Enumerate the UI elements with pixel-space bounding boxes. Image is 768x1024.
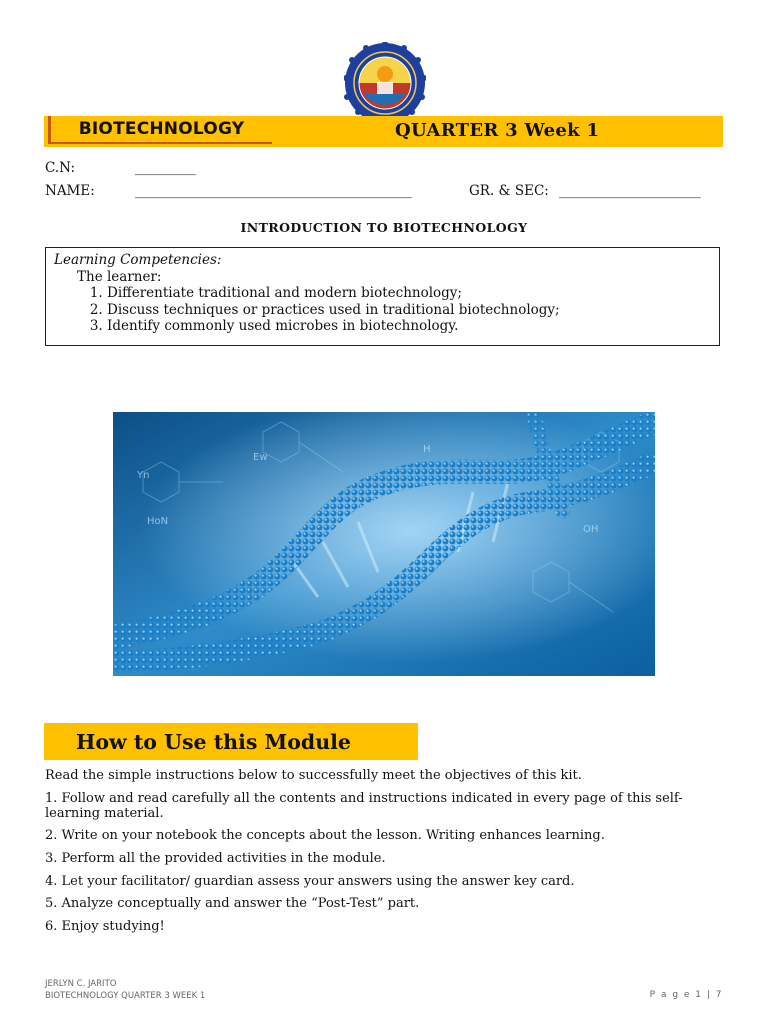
learning-competencies-box bbox=[45, 247, 720, 346]
molecule-label: Yn bbox=[137, 470, 150, 481]
subject-title: BIOTECHNOLOGY bbox=[48, 116, 272, 144]
page-number: P a g e 1 | 7 bbox=[649, 990, 723, 1000]
module-step: 5. Analyze conceptually and answer the “Post-Test” part. bbox=[45, 896, 420, 911]
molecule-label: OH bbox=[583, 524, 599, 535]
module-step: 2. Write on your notebook the concepts about the lesson. Writing enhances learning. bbox=[45, 828, 605, 843]
competencies-intro: The learner: bbox=[77, 268, 162, 285]
footer-info bbox=[45, 978, 205, 1002]
module-step: 4. Let your facilitator/ guardian assess your answers using the answer key card. bbox=[45, 874, 575, 889]
module-step: 6. Enjoy studying! bbox=[45, 919, 165, 934]
grsec-label: GR. & SEC: bbox=[469, 183, 549, 199]
molecule-label: Ew bbox=[253, 452, 268, 463]
lesson-title: INTRODUCTION TO BIOTECHNOLOGY bbox=[240, 220, 528, 235]
quarter-week-label: QUARTER 3 Week 1 bbox=[395, 120, 600, 141]
name-label: NAME: bbox=[45, 183, 95, 199]
cn-label: C.N: bbox=[45, 160, 76, 176]
school-seal-logo bbox=[344, 42, 426, 124]
cn-row bbox=[45, 160, 725, 178]
how-to-use-heading: How to Use this Module bbox=[76, 729, 351, 754]
cn-blank[interactable]: _________ bbox=[135, 160, 196, 176]
name-blank[interactable]: _________________________________________ bbox=[135, 183, 412, 199]
name-row bbox=[45, 183, 725, 201]
competency-item: 3. Identify commonly used microbes in biotechnology. bbox=[107, 318, 711, 335]
molecule-label: HoN bbox=[147, 516, 169, 527]
footer-course: BIOTECHNOLOGY QUARTER 3 WEEK 1 bbox=[45, 991, 206, 1001]
competency-item: 2. Discuss techniques or practices used in traditional biotechnology; bbox=[107, 302, 711, 319]
competency-item: 1. Differentiate traditional and modern biotechnology; bbox=[107, 285, 711, 302]
dna-helix-image bbox=[113, 412, 655, 676]
how-to-use-banner bbox=[44, 723, 418, 760]
competencies-heading: Learning Competencies: bbox=[54, 252, 222, 268]
molecule-label: H bbox=[423, 444, 431, 455]
module-step: 1. Follow and read carefully all the contents and instructions indicated in every page of this self-learning material. bbox=[45, 791, 683, 821]
footer-author: JERLYN C. JARITO bbox=[45, 979, 117, 989]
module-intro: Read the simple instructions below to successfully meet the objectives of this kit. bbox=[45, 768, 582, 783]
competencies-list bbox=[54, 285, 711, 335]
module-step: 3. Perform all the provided activities in the module. bbox=[45, 851, 386, 866]
grsec-blank[interactable]: _____________________ bbox=[559, 183, 701, 199]
